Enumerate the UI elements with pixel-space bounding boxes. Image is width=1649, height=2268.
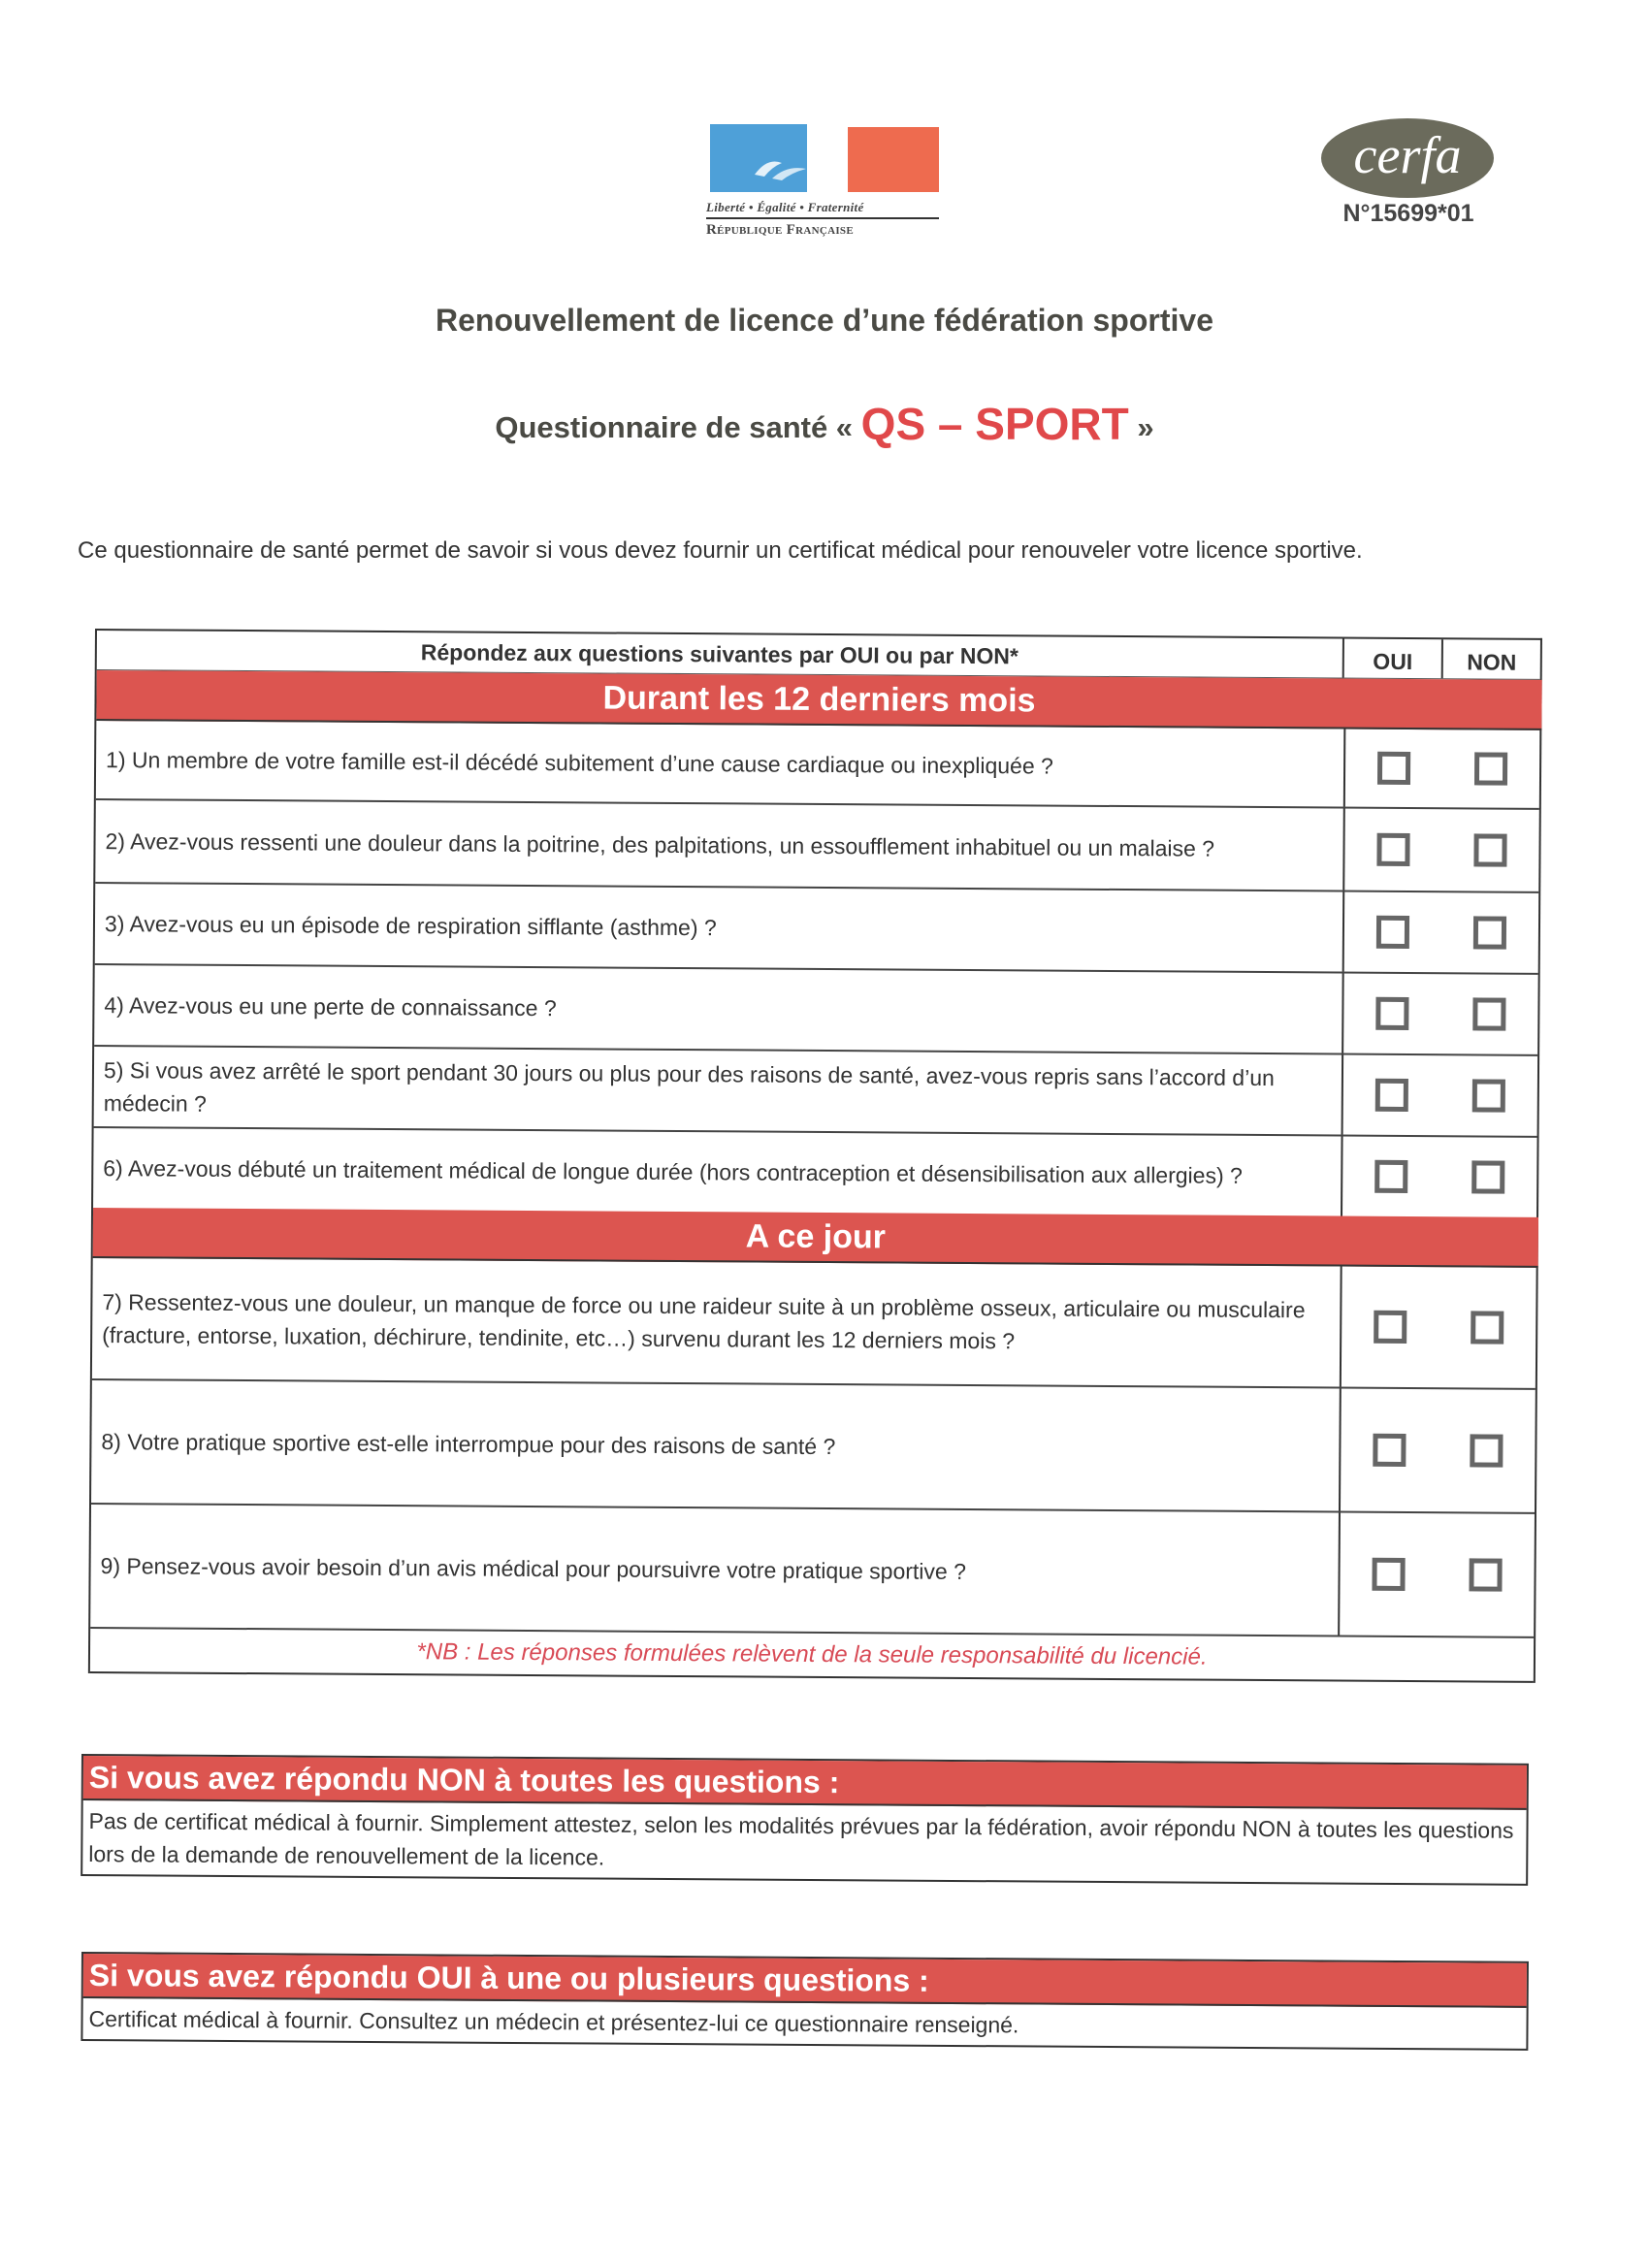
divider bbox=[706, 217, 939, 219]
checkbox-oui[interactable] bbox=[1376, 916, 1409, 949]
checkbox-non[interactable] bbox=[1472, 1079, 1505, 1112]
checkbox-non[interactable] bbox=[1474, 752, 1507, 785]
question-row bbox=[96, 721, 1540, 810]
question-row bbox=[94, 1047, 1538, 1138]
section-title-12-months: Durant les 12 derniers mois bbox=[96, 670, 1541, 730]
cerfa-number: N°15699*01 bbox=[1342, 200, 1474, 227]
disclaimer-note: *NB : Les réponses formulées relèvent de la seule responsabilité du licencié. bbox=[90, 1629, 1534, 1683]
question-row bbox=[91, 1380, 1536, 1514]
checkbox-non[interactable] bbox=[1470, 1434, 1503, 1467]
question-text: 1) Un membre de votre famille est-il décédé subitement d’une cause cardiaque ou inexpliquée ? bbox=[106, 747, 1053, 779]
question-row bbox=[90, 1505, 1535, 1638]
checkbox-non[interactable] bbox=[1471, 1160, 1504, 1193]
column-header-non: NON bbox=[1441, 639, 1540, 679]
instruction-text: Répondez aux questions suivantes par OUI ou par NON* bbox=[420, 639, 1018, 669]
column-header-oui: OUI bbox=[1342, 639, 1441, 679]
question-text: 4) Avez-vous eu une perte de connaissance ? bbox=[104, 992, 557, 1021]
checkbox-oui[interactable] bbox=[1375, 997, 1408, 1030]
subtitle-suffix: » bbox=[1137, 410, 1154, 444]
question-text: 2) Avez-vous ressenti une douleur dans la poitrine, des palpitations, un essoufflement inhabituel ou un malaise ? bbox=[105, 828, 1215, 861]
checkbox-oui[interactable] bbox=[1372, 1558, 1405, 1591]
checkbox-oui[interactable] bbox=[1374, 1311, 1406, 1344]
questionnaire-table bbox=[88, 629, 1542, 1683]
question-row bbox=[94, 965, 1538, 1056]
result-body: Pas de certificat médical à fournir. Simplement attestez, selon les modalités prévues par la fédération, avoir répondu NON à toutes les questions lors de la demande de renouvellement de la licence. bbox=[88, 1808, 1514, 1870]
question-row bbox=[95, 884, 1539, 975]
question-row bbox=[92, 1258, 1536, 1390]
checkbox-oui[interactable] bbox=[1373, 1434, 1406, 1467]
intro-text: Ce questionnaire de santé permet de savoir si vous devez fournir un certificat médical pour renouveler votre licence sportive. bbox=[78, 537, 1363, 564]
question-text: 3) Avez-vous eu un épisode de respiration sifflante (asthme) ? bbox=[104, 911, 717, 941]
question-row bbox=[93, 1128, 1537, 1217]
question-text: 8) Votre pratique sportive est-elle interrompue pour des raisons de santé ? bbox=[101, 1429, 836, 1460]
question-text: 6) Avez-vous débuté un traitement médical de longue durée (hors contraception et désensibilisation aux allergies) ? bbox=[103, 1155, 1243, 1188]
subtitle-highlight: QS – SPORT bbox=[860, 399, 1129, 449]
checkbox-non[interactable] bbox=[1471, 1311, 1504, 1344]
cerfa-logo-icon: cerfa bbox=[1321, 118, 1494, 198]
question-text: 5) Si vous avez arrêté le sport pendant 30 jours ou plus pour des raisons de santé, avez-vous repris sans l’accord d’un médecin ? bbox=[103, 1057, 1275, 1117]
checkbox-oui[interactable] bbox=[1375, 1079, 1408, 1112]
page-subtitle bbox=[0, 398, 1649, 450]
result-title: Si vous avez répondu NON à toutes les questions : bbox=[83, 1756, 1527, 1810]
result-body: Certificat médical à fournir. Consultez un médecin et présentez-lui ce questionnaire renseigné. bbox=[88, 2006, 1019, 2038]
republique-francaise-logo bbox=[706, 124, 949, 239]
result-box-all-no bbox=[81, 1754, 1529, 1886]
checkbox-oui[interactable] bbox=[1376, 833, 1409, 866]
checkbox-non[interactable] bbox=[1472, 997, 1505, 1030]
checkbox-non[interactable] bbox=[1473, 916, 1506, 949]
subtitle-prefix: Questionnaire de santé « bbox=[495, 410, 854, 444]
question-text: 7) Ressentez-vous une douleur, un manque de force ou une raideur suite à un problème osseux, articulaire ou musculaire (fracture, entorse, luxation, déchirure, tendinite, etc…) survenu durant les 12 derniers mois ? bbox=[102, 1289, 1306, 1354]
cerfa-badge bbox=[1321, 118, 1496, 228]
checkbox-non[interactable] bbox=[1469, 1558, 1502, 1591]
question-text: 9) Pensez-vous avoir besoin d’un avis médical pour poursuivre votre pratique sportive ? bbox=[100, 1553, 967, 1584]
page-title: Renouvellement de licence d’une fédération sportive bbox=[436, 303, 1213, 338]
marianne-profile-icon bbox=[753, 153, 811, 182]
result-box-any-yes bbox=[81, 1952, 1529, 2051]
section-title-today: A ce jour bbox=[93, 1208, 1538, 1268]
checkbox-non[interactable] bbox=[1473, 833, 1506, 866]
republic-name: République Française bbox=[706, 222, 854, 238]
question-row bbox=[95, 800, 1539, 893]
motto: Liberté • Égalité • Fraternité bbox=[706, 200, 864, 214]
marianne-flag-icon bbox=[706, 124, 941, 192]
result-title: Si vous avez répondu OUI à une ou plusieurs questions : bbox=[83, 1954, 1527, 2008]
checkbox-oui[interactable] bbox=[1377, 752, 1410, 785]
checkbox-oui[interactable] bbox=[1374, 1160, 1407, 1193]
